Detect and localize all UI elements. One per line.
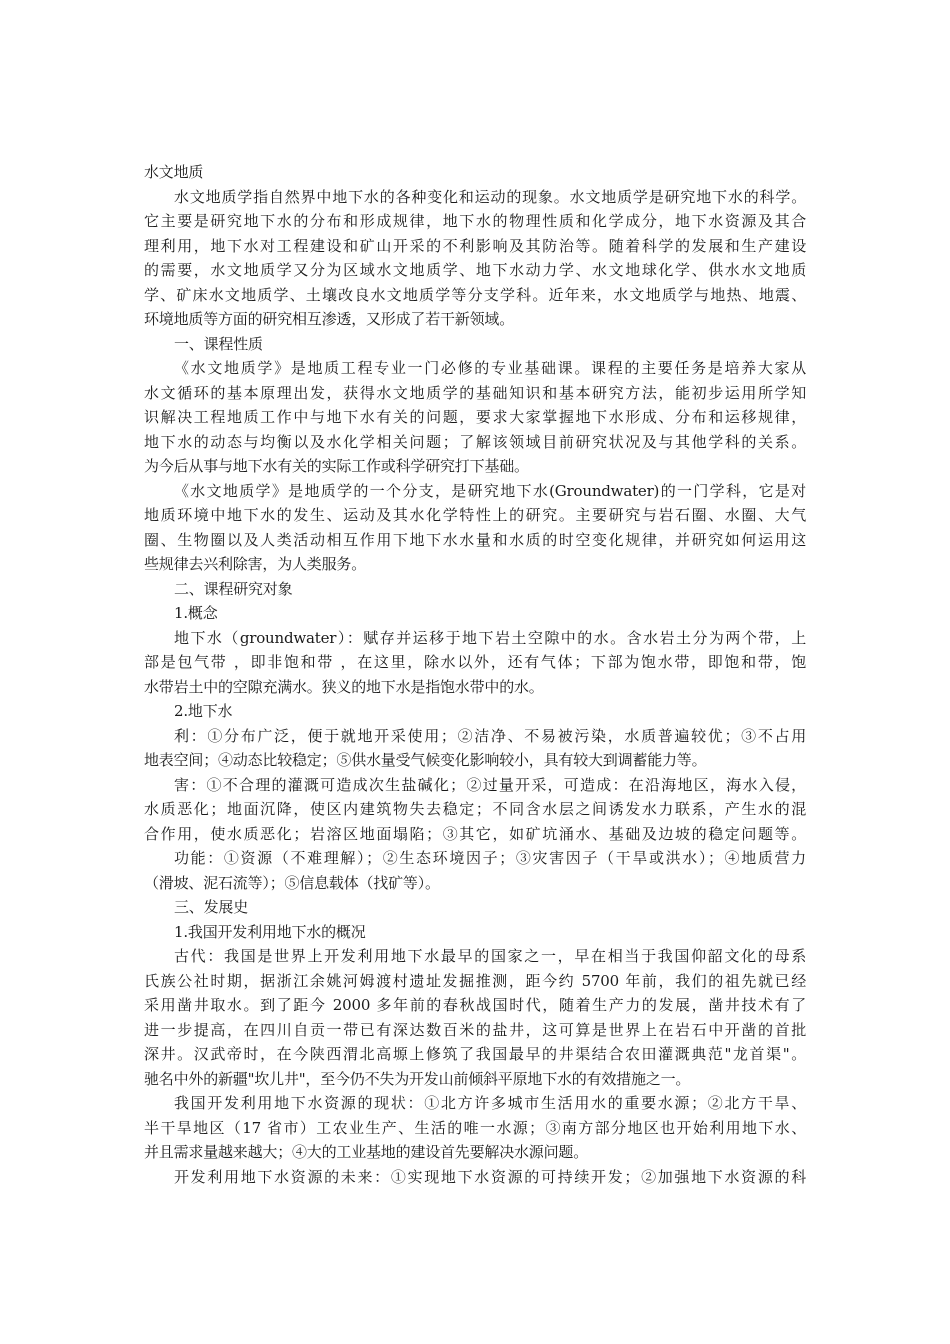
text-line: 水文循环的基本原理出发，获得水文地质学的基础知识和基本研究方法，能初步运用所学知 — [144, 383, 806, 402]
text-line: 《水文地质学》是地质学的一个分支，是研究地下水(Groundwater)的一门学科，它是对 — [174, 481, 806, 500]
text-line: 水文地质学指自然界中地下水的各种变化和运动的现象。水文地质学是研究地下水的科学。 — [174, 187, 806, 206]
text-line: 采用凿井取水。到了距今 2000 多年前的春秋战国时代，随着生产力的发展，凿井技术有了 — [144, 996, 806, 1014]
text-line: 环境地质等方面的研究相互渗透，又形成了若干新领域。 — [144, 310, 515, 328]
text-line: 圈、生物圈以及人类活动相互作用下地下水水量和水质的时空变化规律，并研究如何运用这 — [144, 530, 806, 549]
text-line: （滑坡、泥石流等）；⑤信息载体（找矿等）。 — [144, 873, 440, 892]
document-body — [144, 185, 806, 1190]
text-line: 的需要，水文地质学又分为区域水文地质学、地下水动力学、水文地球化学、供水水文地质 — [144, 261, 806, 279]
text-line: 《水文地质学》是地质工程专业一门必修的专业基础课。课程的主要任务是培养大家从 — [174, 359, 806, 377]
text-line: 深井。汉武帝时，在今陕西渭北高塬上修筑了我国最早的井渠结合农田灌溉典范"龙首渠"。 — [144, 1045, 806, 1063]
text-line: 三、发展史 — [174, 898, 249, 916]
text-line: 2.地下水 — [174, 702, 233, 720]
text-line: 开发利用地下水资源的未来：①实现地下水资源的可持续开发；②加强地下水资源的科 — [174, 1167, 806, 1186]
text-line: 害：①不合理的灌溉可造成次生盐碱化；②过量开采，可造成：在沿海地区，海水入侵， — [174, 775, 806, 794]
text-line: 为今后从事与地下水有关的实际工作或科学研究打下基础。 — [144, 457, 529, 475]
text-line: 进一步提高，在四川自贡一带已有深达数百米的盐井，这可算是世界上在岩石中开凿的首批 — [144, 1020, 806, 1039]
document-page — [144, 160, 806, 1189]
text-line: 二、课程研究对象 — [174, 579, 293, 598]
text-line: 并且需求量越来越大；④大的工业基地的建设首先要解决水源问题。 — [144, 1143, 589, 1161]
text-line: 一、课程性质 — [174, 334, 263, 353]
text-line: 古代：我国是世界上开发利用地下水最早的国家之一，早在相当于我国仰韶文化的母系 — [174, 947, 806, 965]
text-line: 半干旱地区（17 省市）工农业生产、生活的唯一水源；③南方部分地区也开始利用地下水、 — [144, 1118, 806, 1137]
text-line: 它主要是研究地下水的分布和形成规律，地下水的物理性质和化学成分，地下水资源及其合 — [144, 212, 806, 230]
text-line: 我国开发利用地下水资源的现状：①北方许多城市生活用水的重要水源；②北方干旱、 — [174, 1094, 806, 1112]
text-line: 利：①分布广泛，便于就地开采使用；②洁净、不易被污染，水质普遍较优；③不占用 — [174, 726, 806, 745]
document-title: 水文地质 — [144, 163, 204, 181]
text-line: 地表空间；④动态比较稳定；⑤供水量受气候变化影响较小，具有较大到调蓄能力等。 — [144, 751, 707, 769]
text-line: 驰名中外的新疆"坎儿井"，至今仍不失为开发山前倾斜平原地下水的有效措施之一。 — [144, 1069, 691, 1088]
text-line: 识解决工程地质工作中与地下水有关的问题，要求大家掌握地下水形成、分布和运移规律， — [144, 408, 806, 426]
text-line: 1.我国开发利用地下水的概况 — [174, 922, 366, 941]
text-line: 合作用，使水质恶化；岩溶区地面塌陷；③其它，如矿坑涌水、基础及边坡的稳定问题等。 — [144, 824, 806, 843]
text-line: 地下水的动态与均衡以及水化学相关问题；了解该领域目前研究状况及与其他学科的关系。 — [144, 432, 806, 451]
text-line: 水质恶化；地面沉降，使区内建筑物失去稳定；不同含水层之间诱发水力联系，产生水的混 — [144, 800, 806, 818]
text-line: 学、矿床水文地质学、土壤改良水文地质学等分支学科。近年来，水文地质学与地热、地震、 — [144, 285, 806, 304]
text-line: 些规律去兴利除害，为人类服务。 — [144, 555, 367, 573]
text-line: 水带岩土中的空隙充满水。狭义的地下水是指饱水带中的水。 — [144, 677, 544, 696]
text-line: 氏族公社时期，据浙江余姚河姆渡村遗址发掘推测，距今约 5700 年前，我们的祖先就已经 — [144, 971, 806, 990]
text-line: 地质环境中地下水的发生、运动及其水化学特性上的研究。主要研究与岩石圈、水圈、大气 — [144, 506, 806, 524]
text-line: 地下水（groundwater）：赋存并运移于地下岩土空隙中的水。含水岩土分为两个带，上 — [174, 628, 806, 647]
text-line: 理利用，地下水对工程建设和矿山开采的不利影响及其防治等。随着科学的发展和生产建设 — [144, 236, 806, 255]
text-line: 1.概念 — [174, 604, 218, 622]
text-line: 功能：①资源（不难理解）；②生态环境因子；③灾害因子（干旱或洪水）；④地质营力 — [174, 849, 806, 867]
text-line: 部是包气带 ，即非饱和带 ，在这里，除水以外，还有气体；下部为饱水带，即饱和带，饱 — [144, 653, 806, 671]
